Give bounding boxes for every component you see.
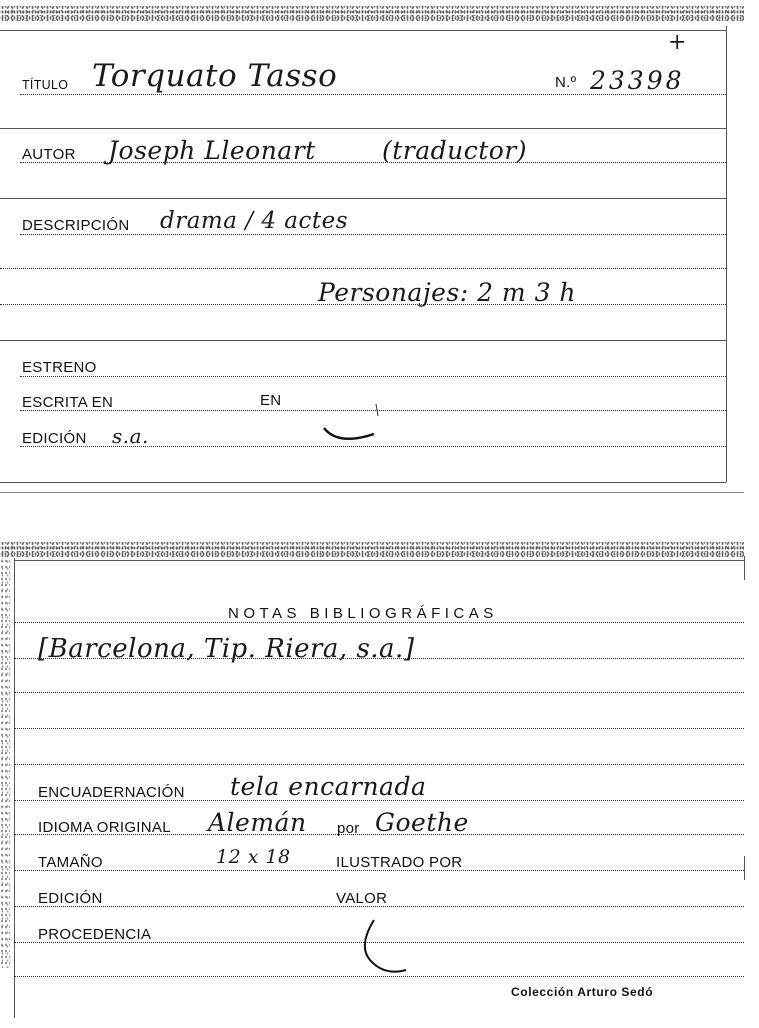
card-right-edge xyxy=(744,856,745,880)
personajes-value: Personajes: 2 m 3 h xyxy=(318,278,577,307)
descripcion-label: DESCRIPCIÓN xyxy=(22,217,130,234)
tamano-label: TAMAÑO xyxy=(38,854,103,871)
ruled-line xyxy=(0,268,726,269)
ruled-line xyxy=(14,560,744,561)
card-left-border xyxy=(14,558,15,1018)
estreno-label: ESTRENO xyxy=(22,359,97,376)
numero-value: 23398 xyxy=(590,66,685,95)
ilustrado-label: ILUSTRADO POR xyxy=(336,854,463,871)
ruled-line xyxy=(14,764,744,765)
card-right-edge xyxy=(744,556,745,580)
autor-label: AUTOR xyxy=(22,146,76,163)
catalog-card-back xyxy=(0,540,759,1028)
tamano-value: 12 x 18 xyxy=(216,846,291,868)
idioma-por: por xyxy=(337,820,360,837)
encuadernacion-label: ENCUADERNACIÓN xyxy=(38,784,185,801)
card-left-edge xyxy=(0,558,10,968)
punch-hole-mark xyxy=(356,914,436,980)
ruled-line xyxy=(14,692,744,693)
idioma-value: Alemán xyxy=(208,808,307,837)
idioma-autor: Goethe xyxy=(375,808,469,837)
ruled-line xyxy=(0,340,726,341)
edicion-label: EDICIÓN xyxy=(38,890,103,907)
ruled-line xyxy=(20,234,726,235)
punch-hole-mark xyxy=(318,398,384,448)
escrita-label: ESCRITA EN xyxy=(22,394,114,411)
descripcion-value: drama / 4 actes xyxy=(160,208,349,234)
ruled-line xyxy=(0,128,726,129)
card-right-edge xyxy=(726,26,727,482)
en-label: EN xyxy=(260,392,282,409)
idioma-label: IDIOMA ORIGINAL xyxy=(38,819,171,836)
valor-label: VALOR xyxy=(336,890,388,907)
collection-credit: Colección Arturo Sedó xyxy=(511,985,654,999)
catalog-card-front xyxy=(0,0,759,492)
ruled-line xyxy=(20,376,726,377)
numero-mark: + xyxy=(668,30,687,55)
autor-value: Joseph Lleonart xyxy=(108,136,316,165)
card-top-edge xyxy=(0,542,744,558)
titulo-label: TÍTULO xyxy=(22,78,69,92)
card-top-edge xyxy=(0,6,744,22)
numero-label: N.º xyxy=(555,74,577,91)
procedencia-label: PROCEDENCIA xyxy=(38,926,152,943)
ruled-line xyxy=(0,482,726,483)
ruled-line xyxy=(14,622,744,623)
titulo-value: Torquato Tasso xyxy=(92,58,338,94)
autor-note: (traductor) xyxy=(382,136,528,165)
ruled-line xyxy=(0,30,726,31)
ruled-line xyxy=(0,198,726,199)
ruled-line xyxy=(14,728,744,729)
notas-heading: NOTAS BIBLIOGRÁFICAS xyxy=(228,605,498,622)
encuadernacion-value: tela encarnada xyxy=(230,772,427,801)
edicion-value: s.a. xyxy=(112,424,149,448)
edicion-label: EDICIÓN xyxy=(22,430,87,447)
card-separator xyxy=(0,492,744,493)
notas-value: [Barcelona, Tip. Riera, s.a.] xyxy=(38,634,415,664)
